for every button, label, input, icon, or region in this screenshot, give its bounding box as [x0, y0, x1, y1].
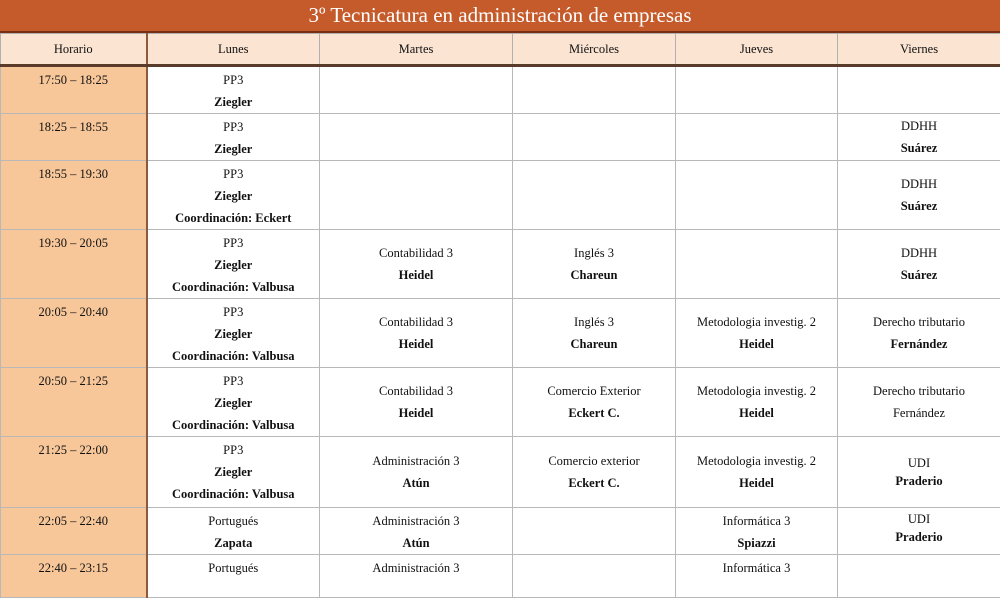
martes-cell [320, 437, 513, 508]
subject: Administración 3 [320, 557, 512, 579]
subject: Contabilidad 3 [320, 242, 512, 264]
teacher: Ziegler [148, 254, 320, 276]
teacher: Ziegler [148, 91, 320, 113]
subject: DDHH [838, 242, 1000, 264]
teacher: Spiazzi [676, 532, 837, 554]
table-row [1, 161, 1000, 230]
martes-cell [320, 555, 513, 598]
miercoles-cell [513, 66, 676, 114]
teacher: Eckert C. [513, 402, 675, 424]
coordination: Coordinación: Valbusa [148, 483, 320, 505]
time-cell: 21:25 – 22:00 [1, 437, 147, 508]
teacher: Ziegler [148, 323, 320, 345]
miercoles-cell [513, 299, 676, 368]
jueves-cell [676, 299, 838, 368]
jueves-cell [676, 508, 838, 555]
viernes-cell [838, 508, 1000, 555]
viernes-cell [838, 66, 1000, 114]
jueves-cell [676, 161, 838, 230]
viernes-cell [838, 368, 1000, 437]
teacher: Fernández [838, 333, 1000, 355]
subject: DDHH [838, 173, 1000, 195]
coordination: Coordinación: Eckert [148, 207, 320, 229]
viernes-cell [838, 230, 1000, 299]
miercoles-cell [513, 114, 676, 161]
jueves-cell [676, 66, 838, 114]
lunes-cell [147, 161, 320, 230]
subject: PP3 [148, 232, 320, 254]
teacher: Atún [320, 472, 512, 494]
viernes-cell [838, 299, 1000, 368]
martes-cell [320, 508, 513, 555]
viernes-cell [838, 114, 1000, 161]
jueves-cell [676, 230, 838, 299]
table-row [1, 114, 1000, 161]
martes-cell [320, 299, 513, 368]
subject: PP3 [148, 301, 320, 323]
subject: Metodologia investig. 2 [676, 450, 837, 472]
martes-cell [320, 230, 513, 299]
schedule-table [0, 33, 1000, 598]
header-viernes: Viernes [838, 34, 1000, 66]
table-row [1, 437, 1000, 508]
table-row [1, 555, 1000, 598]
subject: Portugués [148, 557, 320, 579]
lunes-cell [147, 230, 320, 299]
lunes-cell [147, 114, 320, 161]
teacher: Zapata [148, 532, 320, 554]
viernes-cell [838, 555, 1000, 598]
header-horario: Horario [1, 34, 147, 66]
subject: PP3 [148, 116, 320, 138]
subject: Derecho tributario [838, 380, 1000, 402]
teacher: Atún [320, 532, 512, 554]
table-row [1, 508, 1000, 555]
subject: Inglés 3 [513, 311, 675, 333]
miercoles-cell [513, 555, 676, 598]
jueves-cell [676, 555, 838, 598]
subject: Metodologia investig. 2 [676, 380, 837, 402]
table-row [1, 299, 1000, 368]
teacher: Heidel [320, 333, 512, 355]
time-cell: 20:50 – 21:25 [1, 368, 147, 437]
lunes-cell [147, 66, 320, 114]
teacher: Heidel [676, 333, 837, 355]
time-cell: 22:40 – 23:15 [1, 555, 147, 598]
martes-cell [320, 368, 513, 437]
schedule-title: 3º Tecnicatura en administración de empresas [0, 0, 1000, 33]
viernes-cell [838, 437, 1000, 508]
teacher: Heidel [320, 264, 512, 286]
table-row [1, 230, 1000, 299]
miercoles-cell [513, 437, 676, 508]
teacher: Suárez [838, 195, 1000, 217]
teacher: Heidel [676, 472, 837, 494]
teacher: Praderio [838, 472, 1000, 490]
teacher: Chareun [513, 333, 675, 355]
subject: Metodologia investig. 2 [676, 311, 837, 333]
subject: Informática 3 [676, 510, 837, 532]
table-row [1, 368, 1000, 437]
jueves-cell [676, 368, 838, 437]
teacher: Fernández [838, 402, 1000, 424]
subject: UDI [838, 454, 1000, 472]
header-lunes: Lunes [147, 34, 320, 66]
subject: Derecho tributario [838, 311, 1000, 333]
martes-cell [320, 161, 513, 230]
martes-cell [320, 114, 513, 161]
teacher: Ziegler [148, 138, 320, 160]
miercoles-cell [513, 230, 676, 299]
time-cell: 18:25 – 18:55 [1, 114, 147, 161]
header-martes: Martes [320, 34, 513, 66]
lunes-cell [147, 555, 320, 598]
subject: PP3 [148, 370, 320, 392]
time-cell: 18:55 – 19:30 [1, 161, 147, 230]
time-cell: 19:30 – 20:05 [1, 230, 147, 299]
miercoles-cell [513, 368, 676, 437]
time-cell: 17:50 – 18:25 [1, 66, 147, 114]
lunes-cell [147, 508, 320, 555]
teacher: Suárez [838, 137, 1000, 159]
jueves-cell [676, 437, 838, 508]
table-row [1, 66, 1000, 114]
miercoles-cell [513, 161, 676, 230]
coordination: Coordinación: Valbusa [148, 276, 320, 298]
teacher: Ziegler [148, 185, 320, 207]
lunes-cell [147, 299, 320, 368]
header-row [1, 34, 1000, 66]
subject: Comercio exterior [513, 450, 675, 472]
teacher: Heidel [676, 402, 837, 424]
teacher: Heidel [320, 402, 512, 424]
lunes-cell [147, 437, 320, 508]
subject: UDI [838, 510, 1000, 528]
subject: PP3 [148, 439, 320, 461]
teacher: Praderio [838, 528, 1000, 546]
subject: Administración 3 [320, 510, 512, 532]
teacher: Suárez [838, 264, 1000, 286]
teacher: Eckert C. [513, 472, 675, 494]
jueves-cell [676, 114, 838, 161]
subject: Contabilidad 3 [320, 380, 512, 402]
viernes-cell [838, 161, 1000, 230]
subject: Contabilidad 3 [320, 311, 512, 333]
subject: Comercio Exterior [513, 380, 675, 402]
subject: PP3 [148, 69, 320, 91]
subject: Portugués [148, 510, 320, 532]
lunes-cell [147, 368, 320, 437]
teacher: Chareun [513, 264, 675, 286]
subject: Administración 3 [320, 450, 512, 472]
header-miercoles: Miércoles [513, 34, 676, 66]
miercoles-cell [513, 508, 676, 555]
coordination: Coordinación: Valbusa [148, 345, 320, 367]
subject: PP3 [148, 163, 320, 185]
subject: DDHH [838, 115, 1000, 137]
teacher: Ziegler [148, 461, 320, 483]
header-jueves: Jueves [676, 34, 838, 66]
subject: Inglés 3 [513, 242, 675, 264]
coordination: Coordinación: Valbusa [148, 414, 320, 436]
time-cell: 22:05 – 22:40 [1, 508, 147, 555]
martes-cell [320, 66, 513, 114]
teacher: Ziegler [148, 392, 320, 414]
subject: Informática 3 [676, 557, 837, 579]
time-cell: 20:05 – 20:40 [1, 299, 147, 368]
